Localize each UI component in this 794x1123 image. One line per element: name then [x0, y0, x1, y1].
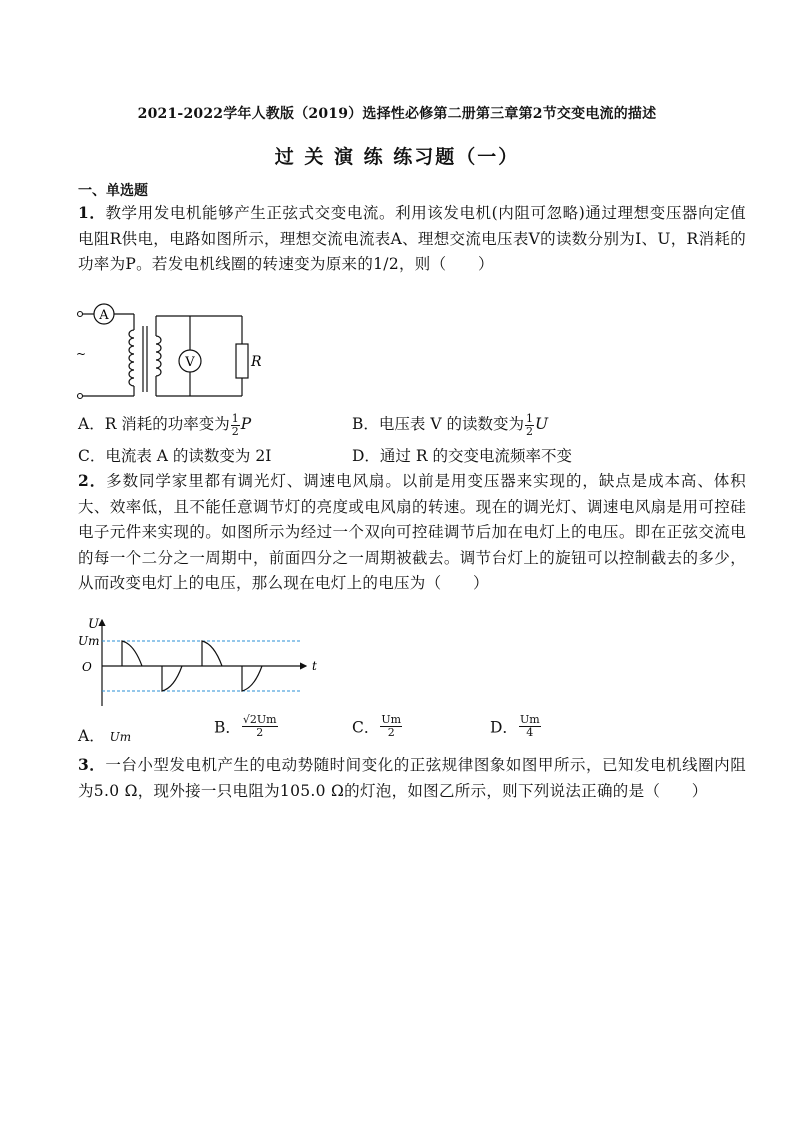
ac-source-symbol: ~	[76, 347, 87, 361]
wave-segment	[202, 641, 222, 666]
q1-option-b[interactable]	[352, 412, 548, 438]
fraction-denominator: 2	[387, 726, 395, 739]
primary-coil	[129, 330, 134, 386]
question-3	[78, 752, 746, 804]
question-1-number: 1．	[78, 203, 106, 222]
section-heading: 一、单选题	[78, 183, 148, 199]
q1-option-d[interactable]: D．通过 R 的交变电流频率不变	[352, 447, 572, 465]
q2-option-b[interactable]	[214, 714, 279, 739]
resistor-label: R	[251, 354, 262, 370]
fraction-denominator: 2	[256, 726, 264, 739]
fraction	[380, 714, 402, 739]
fraction-denominator: 2	[231, 424, 239, 438]
q2-option-c[interactable]	[352, 714, 403, 739]
fraction-denominator: 2	[525, 424, 533, 438]
q2-option-a[interactable]	[78, 724, 131, 746]
circuit-diagram	[70, 300, 260, 405]
wave-segment	[162, 666, 182, 691]
x-axis-label: t	[312, 659, 317, 673]
fraction-denominator: 4	[526, 726, 534, 739]
question-1-text: 教学用发电机能够产生正弦式交变电流。利用该发电机(内阻可忽略)通过理想变压器向定值电阻R供电，电路如图所示，理想交流电流表A、理想交流电压表V的读数分别为I、U，R消耗的功率为P。若发电机线圈的转速变为原来的1/2，则（ ）	[78, 204, 746, 273]
question-1	[78, 200, 746, 278]
origin-label: O	[82, 660, 92, 674]
terminal-bottom	[78, 394, 83, 399]
question-3-text: 一台小型发电机产生的电动势随时间变化的正弦规律图象如图甲所示，已知发电机线圈内阻为5.0 Ω，现外接一只电阻为105.0 Ω的灯泡，如图乙所示，则下列说法正确的是（ ）	[78, 756, 746, 800]
wave-segment	[242, 666, 262, 691]
waveform-graph	[74, 614, 324, 714]
q1-option-b-text: B．电压表 V 的读数变为	[352, 415, 524, 433]
q2-option-d[interactable]	[490, 714, 542, 739]
um-label: Um	[78, 634, 100, 648]
fraction-numerator: Um	[519, 713, 540, 726]
q2-option-a-label: A．	[78, 727, 105, 745]
fraction	[519, 714, 541, 739]
worksheet-title: 过 关 演 练 练习题（一）	[274, 146, 520, 168]
fraction-numerator: Um	[381, 713, 402, 726]
fraction	[231, 413, 240, 438]
q2-option-c-label: C．	[352, 718, 380, 737]
terminal-top	[78, 312, 83, 317]
q2-option-a-value: Um	[109, 730, 132, 744]
q2-option-b-label: B．	[214, 718, 241, 737]
question-2-number: 2．	[78, 471, 107, 490]
fraction-numerator: 1	[525, 411, 533, 425]
y-axis-label: U	[88, 617, 99, 632]
question-3-number: 3．	[78, 755, 106, 774]
fraction	[525, 413, 534, 438]
wave-segment	[122, 641, 142, 666]
worksheet-subtitle: 2021-2022学年人教版（2019）选择性必修第二册第三章第2节交变电流的描述	[137, 106, 657, 122]
fraction-numerator: 1	[231, 411, 239, 425]
question-2	[78, 468, 746, 597]
q1-option-a[interactable]	[78, 412, 251, 438]
ammeter-label: A	[99, 308, 109, 323]
q2-option-d-label: D．	[490, 718, 518, 737]
resistor-symbol	[236, 344, 248, 378]
q1-option-a-text: A．R 消耗的功率变为	[78, 415, 230, 433]
fraction	[242, 714, 278, 739]
secondary-coil	[156, 336, 161, 376]
q1-option-c[interactable]: C．电流表 A 的读数变为 2I	[78, 447, 272, 465]
q1-option-a-var: P	[240, 415, 252, 433]
question-2-text: 多数同学家里都有调光灯、调速电风扇。以前是用变压器来实现的，缺点是成本高、体积大、效率低，且不能任意调节灯的亮度或电风扇的转速。现在的调光灯、调速电风扇是用可控硅电子元件来实现的。如图所示为经过一个双向可控硅调节后加在电灯上的电压。即在正弦交流电的每一个二分之一周期中，前面四分之一周期被截去。调节台灯上的旋钮可以控制截去的多少，从而改变电灯上的电压，那么现在电灯上的电压为（ ）	[78, 472, 747, 592]
voltmeter-label: V	[185, 355, 195, 370]
fraction-numerator: √2Um	[242, 713, 277, 726]
q1-option-b-var: U	[534, 415, 549, 433]
